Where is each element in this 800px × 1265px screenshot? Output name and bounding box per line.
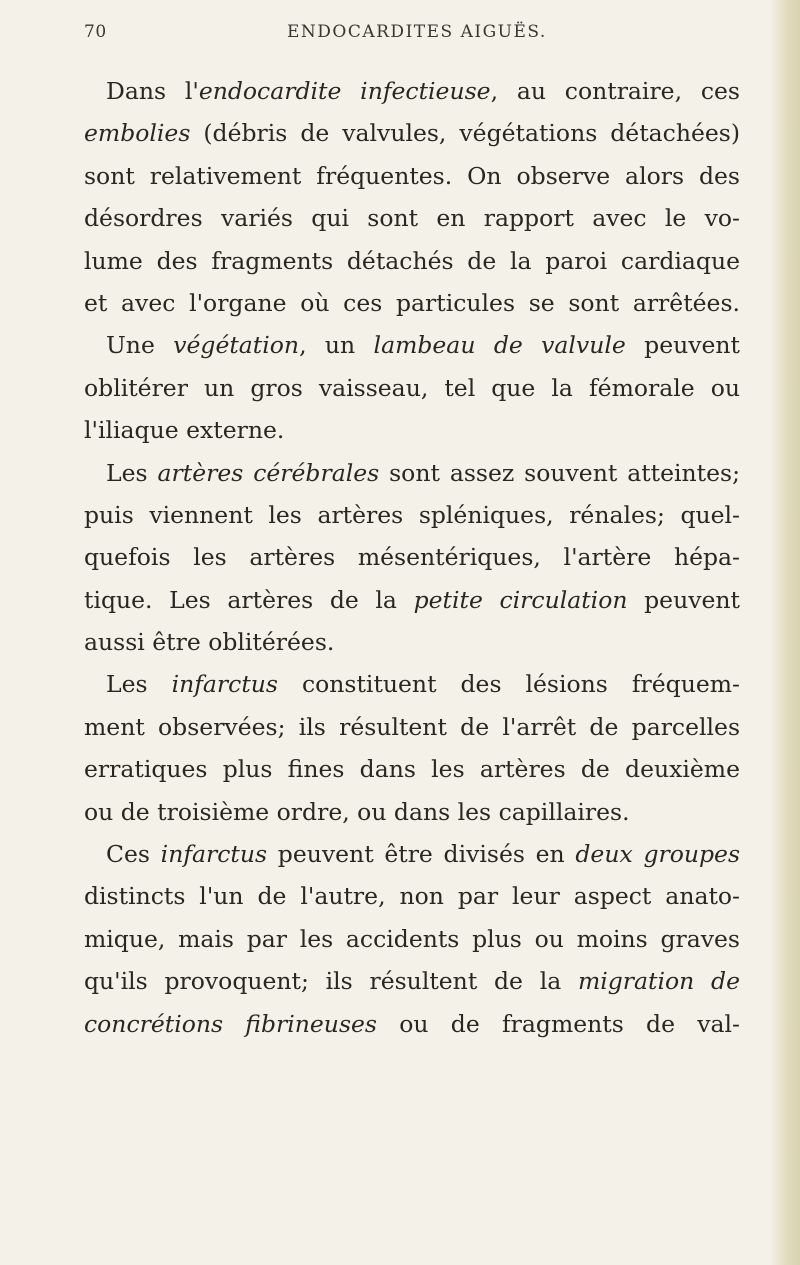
text-run: Les <box>106 670 172 699</box>
text-line <box>84 748 740 790</box>
italic-text: embolies <box>84 119 191 148</box>
text-line <box>84 367 740 409</box>
text-line <box>84 494 740 536</box>
text-line <box>84 197 740 239</box>
text-run: Les <box>106 458 158 487</box>
text-line <box>84 324 740 366</box>
text-line <box>84 282 740 324</box>
text-line <box>84 409 740 451</box>
text-line <box>84 112 740 154</box>
text-run: et avec l'organe où ces particules se sont arrêtées. <box>84 288 740 317</box>
text-run: peuvent <box>627 585 740 614</box>
text-run: mique, mais par les accidents plus ou moins graves <box>84 924 740 953</box>
text-run: (débris de valvules, végétations détachées) <box>190 119 740 148</box>
text-line <box>84 621 740 663</box>
text-run: Ces <box>106 840 161 869</box>
text-line <box>84 663 740 705</box>
page-header <box>0 22 800 52</box>
text-line <box>84 960 740 1002</box>
text-line <box>84 240 740 282</box>
text-run: l'iliaque externe. <box>84 416 285 445</box>
text-line <box>84 536 740 578</box>
text-line <box>84 155 740 197</box>
text-run: , un <box>299 331 374 360</box>
text-run: quefois les artères mésentériques, l'artère hépa- <box>84 543 740 572</box>
text-run: distincts l'un de l'autre, non par leur aspect anato- <box>84 882 740 911</box>
text-run: Une <box>106 331 174 360</box>
text-line <box>84 791 740 833</box>
page-number: 70 <box>84 22 107 42</box>
body-text <box>84 70 740 1045</box>
italic-text: infarctus <box>160 840 268 869</box>
text-run: tique. Les artères de la <box>84 585 414 614</box>
italic-text: petite circulation <box>413 585 628 614</box>
text-run: , au contraire, ces <box>490 77 740 105</box>
text-run: ment observées; ils résultent de l'arrêt de parcelles <box>84 712 740 741</box>
text-run: oblitérer un gros vaisseau, tel que la fémorale ou <box>84 373 740 402</box>
text-line <box>84 918 740 960</box>
text-run: qu'ils provoquent; ils résultent de la <box>84 967 578 996</box>
text-run: ou de fragments de val- <box>376 1009 740 1038</box>
italic-text: migration de <box>577 967 740 996</box>
text-run: lume des fragments détachés de la paroi cardiaque <box>84 246 740 275</box>
italic-text: lambeau de valvule <box>373 331 626 360</box>
text-line <box>84 875 740 917</box>
italic-text: artères cérébrales <box>157 458 380 487</box>
text-run: constituent des lésions fréquem- <box>277 670 740 699</box>
text-run: puis viennent les artères spléniques, rénales; quel- <box>84 500 740 529</box>
italic-text: deux groupes <box>575 840 741 869</box>
text-run: erratiques plus fines dans les artères de deuxième <box>84 755 740 784</box>
text-run: peuvent <box>625 331 740 360</box>
text-run: aussi être oblitérées. <box>84 628 335 657</box>
text-line <box>84 706 740 748</box>
text-run: Dans l' <box>106 77 199 105</box>
text-run: ou de troisième ordre, ou dans les capillaires. <box>84 797 630 826</box>
text-run: sont relativement fréquentes. On observe alors des <box>84 161 740 190</box>
text-run: peuvent être divisés en <box>267 840 576 869</box>
text-line <box>84 833 740 875</box>
text-run: sont assez souvent atteintes; <box>379 458 740 487</box>
running-title: ENDOCARDITES AIGUËS. <box>287 22 547 42</box>
text-run: désordres variés qui sont en rapport avec le vo- <box>84 204 740 233</box>
italic-text: concrétions fibrineuses <box>84 1009 377 1038</box>
text-line <box>84 452 740 494</box>
italic-text: végétation <box>173 331 300 360</box>
text-line <box>84 1003 740 1045</box>
text-line <box>84 579 740 621</box>
text-line <box>84 70 740 112</box>
italic-text: endocardite infectieuse <box>198 77 491 105</box>
italic-text: infarctus <box>171 670 278 699</box>
